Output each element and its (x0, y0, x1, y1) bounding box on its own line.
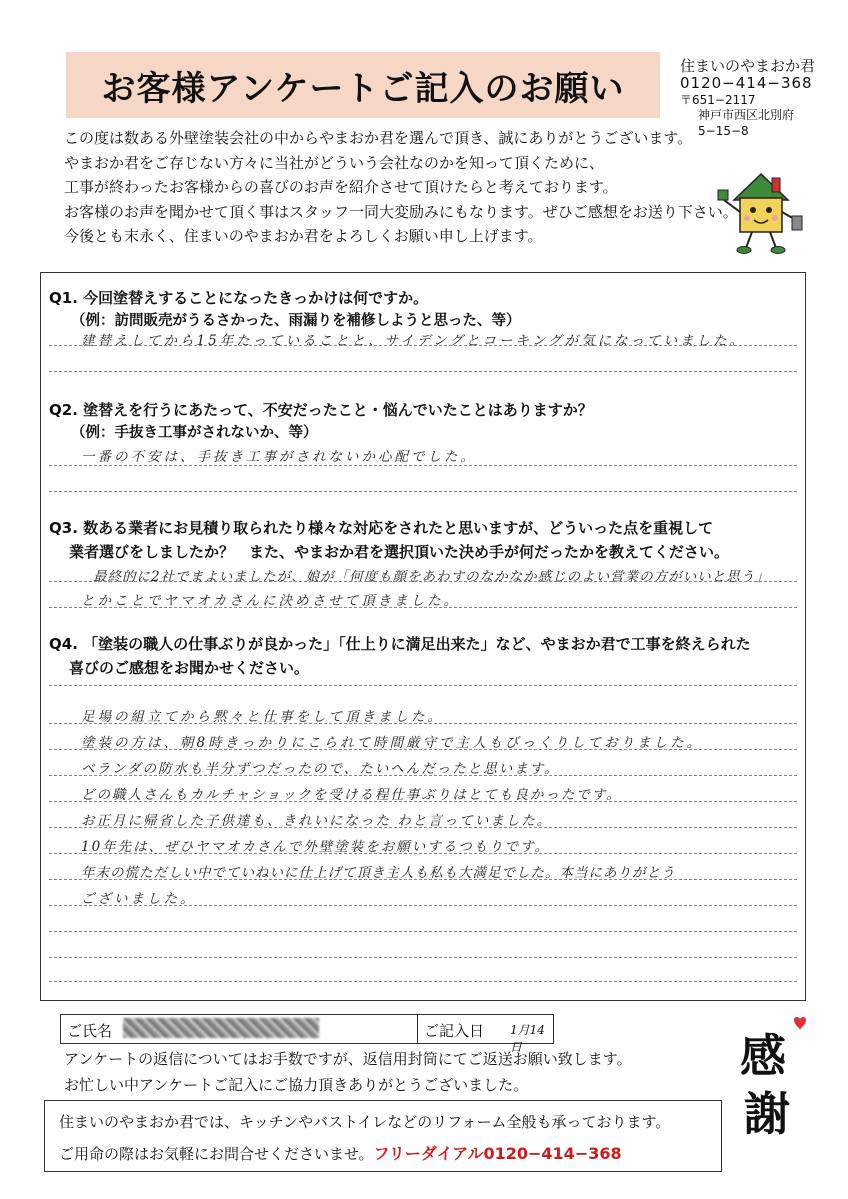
footer-line-1: アンケートの返信についてはお手数ですが、返信用封筒にてご返送お願い致します。 (64, 1050, 632, 1068)
answer-rule (49, 957, 797, 958)
q4-answer-line: 足場の組立てから黙々と仕事をして頂きました。 (81, 709, 444, 725)
q1-answer-line: 建替えしてから15年たっていることと、サイデングとコーキングが気になっていました。 (81, 333, 747, 349)
answer-rule (49, 981, 797, 982)
answer-rule (49, 827, 797, 828)
questionnaire-box (40, 272, 806, 1001)
q4-answer-line: どの職人さんもカルチャショックを受ける程仕事ぶりはとても良かったです。 (81, 787, 622, 803)
intro-line: 今後とも末永く、住まいのやまおか君をよろしくお願い申し上げます。 (64, 227, 543, 245)
q4-answer-line: ベランダの防水も半分ずつだったので、たいへんだったと思います。 (81, 761, 560, 777)
intro-line: 工事が終わったお客様からの喜びのお声を紹介させて頂けたらと考えております。 (64, 178, 618, 196)
name-date-row (60, 1014, 554, 1054)
q3-answer-line: とかことでヤマオカさんに決めさせて頂きました。 (81, 593, 461, 609)
intro-line: この度は数ある外壁塗装会社の中からやまおか君を選んで頂き、誠にありがとうございます。 (64, 129, 693, 147)
q2-answer-line: 一番の不安は、手抜き工事がされないか心配でした。 (81, 449, 477, 465)
answer-rule (49, 371, 797, 372)
q4-answer-line: ございました。 (81, 891, 197, 907)
reform-notice-box (44, 1100, 722, 1172)
q4-answer-line: 塗装の方は、朝8時きっかりにこられて時間厳守で主人もびっくりしておりました。 (81, 735, 704, 751)
answer-rule (49, 491, 797, 492)
footer-line-2: お忙しい中アンケートご記入にご協力頂きありがとうございました。 (64, 1076, 529, 1094)
answer-rule (49, 775, 797, 776)
free-dial-number: フリーダイアル0120−414−368 (373, 1144, 622, 1163)
q2-example: （例：手抜き工事がされないか、等） (71, 425, 318, 441)
title-banner (66, 52, 660, 118)
page-title: お客様アンケートご記入のお願い (101, 68, 625, 109)
q4-answer-line: 年末の慌ただしい中でていねいに仕上げて頂き主人も私も大満足でした。本当にありがとう (81, 865, 676, 881)
answer-rule (49, 905, 797, 906)
name-label: ご氏名 (67, 1022, 113, 1040)
date-label: ご記入日 (424, 1022, 485, 1040)
kansha-calligraphy (736, 1014, 826, 1141)
q3-question-line-2: 業者選びをしましたか？ また、やまおか君を選択頂いた決め手が何だったかを教えてください。 (69, 543, 730, 561)
answer-rule (49, 801, 797, 802)
house-mascot-icon (716, 160, 806, 255)
company-name: 住まいのやまおか君 (680, 57, 816, 75)
date-cell (417, 1015, 554, 1054)
reform-notice-line-1: 住まいのやまおか君では、キッチンやバストイレなどのリフォーム全般も承っております。 (59, 1113, 671, 1131)
q1-question: Q1. 今回塗替えすることになったきっかけは何ですか。 (49, 289, 429, 307)
q4-question-line-1: Q4. 「塗装の職人の仕事ぶりが良かった」「仕上りに満足出来た」など、やまおか君で工事を終えられた (49, 635, 751, 653)
answer-rule (49, 685, 797, 686)
kansha-char-1: 感 (740, 1029, 786, 1083)
company-postal: 〒651−2117 (680, 92, 756, 107)
company-phone: 0120−414−368 (680, 74, 813, 93)
intro-line: お客様のお声を聞かせて頂く事はスタッフ一同大変励みにもなります。ぜひご感想をお送り下さい。 (64, 202, 738, 221)
answer-rule (49, 465, 797, 466)
answer-rule (49, 581, 797, 582)
q2-question: Q2. 塗替えを行うにあたって、不安だったこと・悩んでいたことはありますか？ (49, 401, 593, 419)
q1-example: （例：訪問販売がうるさかった、雨漏りを補修しようと思った、等） (71, 313, 521, 329)
kansha-char-2: 謝 (744, 1087, 790, 1141)
q4-question-line-2: 喜びのご感想をお聞かせください。 (69, 659, 310, 677)
q3-answer-line: 最終的に2社でまよいましたが、娘が「何度も顔をあわすのなかなか感じのよい営業の方がいいと思う」 (93, 569, 770, 585)
answer-rule (49, 723, 797, 724)
company-address-1: 神戸市西区北別府 (698, 108, 795, 123)
q4-answer-line: お正月に帰省した子供達も、きれいになった わと言っていました。 (81, 813, 553, 829)
company-address-2: 5−15−8 (698, 123, 749, 138)
reform-notice-prefix: ご用命の際はお気軽にお問合せくださいませ。 (59, 1145, 374, 1163)
answer-rule (49, 853, 797, 854)
answer-rule (49, 607, 797, 608)
q4-answer-line: 10年先は、ぜひヤマオカさんで外壁塗装をお願いするつもりです。 (81, 839, 551, 855)
intro-line: やまおか君をご存じない方々に当社がどういう会社なのかを知って頂くために、 (64, 153, 605, 172)
redacted-name (123, 1018, 319, 1038)
reform-notice-line-2 (59, 1141, 622, 1164)
q3-question-line-1: Q3. 数ある業者にお見積り取られたり様々な対応をされたと思いますが、どういった点を重視して (49, 519, 714, 537)
answer-rule (49, 345, 797, 346)
date-value: 1月14日 (510, 1023, 545, 1054)
answer-rule (49, 749, 797, 750)
answer-rule (49, 931, 797, 932)
answer-rule (49, 879, 797, 880)
